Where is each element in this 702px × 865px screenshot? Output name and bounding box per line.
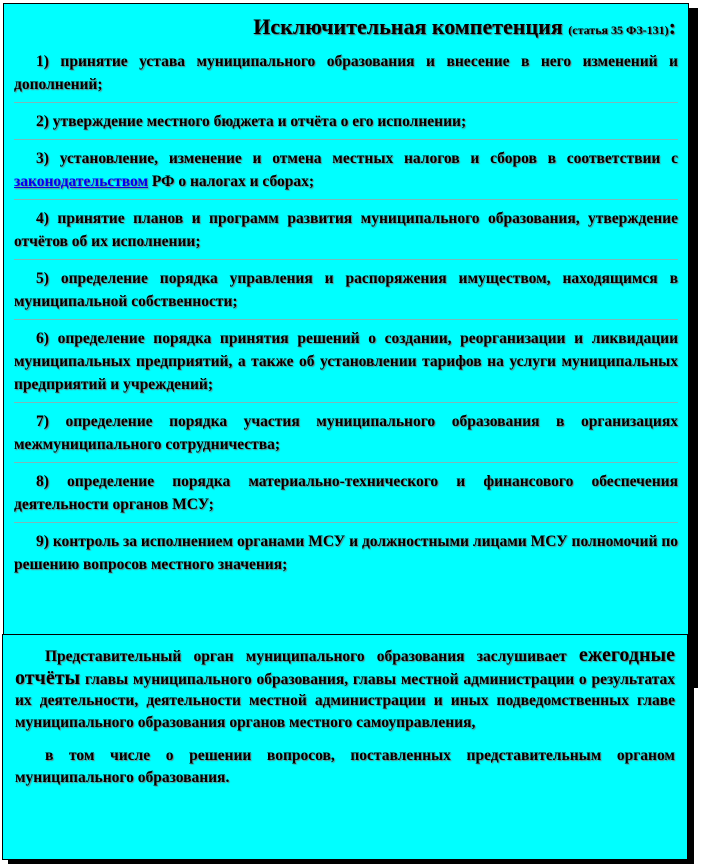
title-reference: (статья 35 ФЗ-131) xyxy=(568,23,669,37)
note-text: Представительный орган муниципального образования заслушивает xyxy=(45,648,579,665)
list-item-text: 2) утверждение местного бюджета и отчёта о его исполнении; xyxy=(36,113,467,130)
list-item-1 xyxy=(14,50,678,103)
list-item-2 xyxy=(14,110,678,140)
page-title xyxy=(14,14,678,40)
list-item-text: 9) контроль за исполнением органами МСУ и должностными лицами МСУ полномочий по решению вопросов местного значения; xyxy=(14,533,678,573)
list-item-text: 8) определение порядка материально-технического и финансового обеспечения деятельности органов МСУ; xyxy=(14,473,678,513)
list-item-text: 7) определение порядка участия муниципального образования в организациях межмуниципального сотрудничества; xyxy=(14,413,678,453)
note-emphasis: ежегодные отчёты xyxy=(15,644,675,689)
note-text-end: главы муниципального образования, главы местной администрации о результатах их деятельности, деятельности местной администрации и иных подведомственных главе муниципального образования органов местного самоуправления, xyxy=(15,670,675,731)
list-item-text: 3) установление, изменение и отмена местных налогов и сборов в соответствии с xyxy=(36,150,678,167)
legislation-link[interactable]: законодательством xyxy=(14,173,149,190)
list-item-3 xyxy=(14,147,678,200)
title-colon: : xyxy=(668,14,676,39)
list-item-text: 1) принятие устава муниципального образования и внесение в него изменений и дополнений; xyxy=(14,53,678,93)
list-item-6 xyxy=(14,327,678,403)
list-item-text: 4) принятие планов и программ развития муниципального образования, утверждение отчётов об их исполнении; xyxy=(14,210,678,250)
title-text: Исключительная компетенция xyxy=(253,14,563,39)
competence-box xyxy=(3,3,689,684)
list-item-text-end: РФ о налогах и сборах; xyxy=(148,173,315,190)
note-text: в том числе о решении вопросов, поставленных представительным органом муниципального образования. xyxy=(15,747,675,786)
list-item-9 xyxy=(14,530,678,582)
list-item-8 xyxy=(14,470,678,523)
list-item-text: 6) определение порядка принятия решений о создании, реорганизации и ликвидации муниципальных предприятий, а также об установлении тарифов на услуги муниципальных предприятий и учреждений; xyxy=(14,330,678,393)
list-item-text: 5) определение порядка управления и распоряжения имуществом, находящимся в муниципальной собственности; xyxy=(14,270,678,310)
list-item-4 xyxy=(14,207,678,260)
annual-reports-note xyxy=(2,634,688,860)
list-item-7 xyxy=(14,410,678,463)
note-paragraph-1 xyxy=(15,645,675,733)
list-item-5 xyxy=(14,267,678,320)
note-paragraph-2 xyxy=(15,745,675,788)
